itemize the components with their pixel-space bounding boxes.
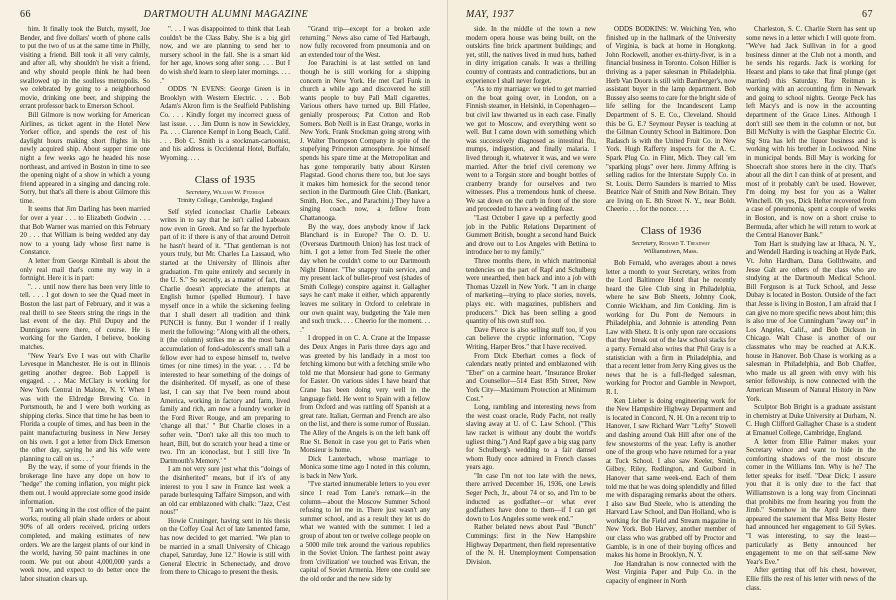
paragraph: side. In the middle of the town a new modern opera house was being built, on the outskirts fine brick apartment buildings; and yet, still, the natives lived in mud huts, bathed in dirty irrigation canals. It was a thrilling country of contrasts and contradictions, but an experience I shall never forget. [466, 26, 596, 85]
paragraph: A letter from Ellie Palmer makes your Secretary wince and want to hide in the comforting shadows of the most obscure corner in the Williams Inn. Why is he? The letter speaks for itself. "Dear Dick; I assure you that it is only due to the fact that Williamstown is a long way from Cincinnati that prohibits me from hearing you from the Jimb." Somehow in the April issue there appeared the statement that Miss Betty Hester had announced her engagement to Gil Sykes. "I was interesting, to say the least—particularly as Betty announced her engagement to me on that self-same New Year's Eve." [746, 438, 876, 566]
paragraph: Joe Handrahan is now connected with the West Virginia Paper and Pulp Co. in the capacity of engineer in North [606, 560, 736, 586]
class-heading: Class of 1935 [194, 173, 256, 186]
paragraph: I dropped in on C. A. Crane at the Impasse des Deux Anges in Paris three days ago and was greeted by his landlady in a most too fetching kimono but with a fetching smile who told me that Monsieur had gone to Germany for Easter. On various sides I have heard that Crane has been doing very well in the language field. He went to Spain with a fellow from Oxford and was rattling off Spanish at a great rate. Italian, German and French are also on the list, and there is some rumor of Russian. The Alley of the Angels is on the left bank off Rue St. Benoit in case you get to Paris when Monsieur is home. [300, 335, 430, 455]
right-column-3 [746, 26, 876, 598]
paragraph: Sculptor Bob Bright is a graduate assistant in chemistry at Duke University at Durham, N. C. Hugh Clifford Gallagher Chase is a student at Emanuel College, Cambridge, England. [746, 404, 876, 437]
paragraph: ODDS 'N EVENS: George Green is in Brooklyn with Western Electric. . . . Bob Adam's Akron firm is the Sealfield Publishing Co. . . . Kindly forget my incorrect guess of last issue. . . . Jim Dunn is now in Sewickley, Pa. . . . Clarence Kempf in Long Beach, Calif. . . . Bob C. Smith is a stockman-cartoonist, and his address is Occidental Hotel, Buffalo, Wyoming. . . . [160, 86, 290, 162]
paragraph: Rather belated news about Paul "Bunch" Cummings: first in the New Hampshire Highway Department, then field representative of the N. H. Unemployment Compensation Division. [466, 524, 596, 566]
paragraph: By the way, if some of your friends in the brokerage line have any dope on how to "hedge" the coming inflation, you might pick them out. I would appreciate some good inside information. [20, 464, 150, 506]
right-column-1 [466, 26, 596, 598]
secretary-label: Secretary, [631, 240, 658, 248]
paragraph: "I am working in the cost office of the paint works, routing all plain shade orders or about 90% of all orders received, pricing orders completed, and making estimates of new orders. We are the largest plants of our kind in the world, having 50 paint machines in one room. We put out about 4,000,000 yards a week now, and expect to do better once the labor situation clears up. [20, 507, 150, 583]
paragraph: "I've started innumerable letters to you ever since I read Tom Lane's remark—in the column—about the Moscow Summer School refusing to let me in. There just wasn't any summer school, and as a result they let us do what we wanted with the summer. I led a group of about ten or twelve college people on a 5000 mile trek around the various republics in the Soviet Union. The farthest point away from 'civilization' we touched was Erivan, the capital of Soviet Armenia. Here one could see the old order and the new side by [300, 481, 430, 583]
left-column-1 [20, 26, 150, 598]
class-heading: Class of 1936 [640, 225, 702, 238]
paragraph: Charleston, S. C. Charlie Stern has sent up some news in a letter which I will quote from. "We've had Jack Sullivan in for a good business dinner at the Club not a month, and he sends his regards. Jack is working for Hearst and plans to take that final plunge (get married) this Saturday. Ray Reitman is working with an accounting firm in Newark and going to school nights. George Peck has left Macy's and is now in the accounting department of the Grace Lines. Although I don't still see them in the column or not, but Bill McNulty is with the Gasphar Electric Co. Sig Stra has left the liquor business and is working with his brother in Lockwood. Nine in municipal bonds. Bill May is working for Shoecraft shoe stores here in the city. That's about all the dirt I can think of at present, and most of it probably can't be used. However, I'm doing my best for you as a Walter Winchell. Oh yes, Dick Hefter recovered from a case of pneumonia, spent a couple of weeks in Boston, and is now on a short cruise to Bermuda, after which he will return to work at the Central Hanover Bank." [746, 26, 876, 240]
paragraph: Howie Cruninger, having sent in his thesis on the Coffey Coal Act of late lamented fame, has now decided to get married. "We plan to be married in a small University of Chicago chapel, Saturday, June 12." Howie is still with General Electric in Schenectady, and drove from there to Chicago to present the thesis. [160, 517, 290, 577]
left-running-head: DARTMOUTH ALUMNI MAGAZINE [143, 9, 309, 20]
paragraph: A letter from George Kimball is about the only real mail that's come my way in a fortnight. Here it is in part: [20, 258, 150, 283]
left-page-number: 66 [20, 9, 31, 20]
paragraph: "In case I'm not too late with the news, there arrived December 16, 1936, one Lewis Seger Pech, Jr., about 74 or so, and I'm to be inducted as godfather—or what ever godfathers have done to them—if I can get down to Los Angeles some week end." [466, 472, 596, 523]
paragraph: From Dick Eberhart comes a flock of calendars neatly printed and emblazoned with "Eber" on a carmine heart. "Insurance Broker and Counsellor—514 East 85th Street, New York City—Maximum Protection at Minimum Cost." [466, 352, 596, 403]
paragraph: him. It finally took the Butch, myself, Joe Bender, and five dollars' worth of phone calls to put the two of us at the same time in Philly, visiting a friend. Bill took it all very calmly, and after all, why shouldn't he visit a friend, and why should people think he had been swallowed up in the soulless metropolis. So we celebrated by going to a neighborhood movie, drinking one beer, and shipping the errant professor back to Emerson School. [20, 26, 150, 111]
paragraph: "Grand trip—except for a broken axle returning." News also came of Ted Harbaugh, now fully recovered from pneumonia and on an extended tour of the West. [300, 26, 430, 59]
left-column-3 [300, 26, 430, 598]
paragraph: It seems that Jim Darling has been married for over a year . . . to Elizabeth Godwin . . . that Bob Warner was married on this February 20 . . . that William is being wedded any day now to a young lady whose first name is Constance. [20, 206, 150, 257]
paragraph: Three months there, in which matrimonial tendencies on the part of Rapf and Schulberg were unearthed, then back and into a job with Thomas Uzzell in New York. "I am in charge of marketing—trying to place stories, novels, plays etc. with magazines, publishers and producers." Dick has been selling a good quantity of his own stuff too. [466, 258, 596, 326]
class-secretary [160, 189, 290, 197]
secretary-name: Richard T. Treadway [658, 240, 711, 248]
paragraph: "Last October I gave up a perfectly good job in the Public Relations Department of Gummett British, bought a second hand Buick and drove out to Los Angeles with Bettina to introduce her to my family." [466, 215, 596, 257]
paragraph: Tom Hart is studying law at Ithaca, N. Y., and Wendell Harding is teaching at Hyde Park, Vt. John Hardham, Dana Gollthwaite, and Jesse Galt are others of the class who are studying at the Dartmouth Medical School. Bill Ferguson is at Tuck School, and Jesse Dubay is located in Boston. Outside of the fact that Jesse is living in Boston, I am afraid that I can give no more specific news about him; this is also true of Joe Cunningham "away out" in Los Angeles, Calif., and Bob Dickson in Chicago. Walt Chase is another of our classmates who may be reached at A.K.K. house in Hanover. Bob Chase is working as a salesman in Philadelphia, and Bob Chaffee, who made us all green with envy with his senior fellowship, is now connected with the American Museum of Natural History in New York. [746, 240, 876, 403]
paragraph: Self styled iconoclast Charlie Lebeaux writes in to say that he isn't called Labeaux now even in Greek. And so far the hyperbole part of it: if there is any of that around Detroit he hasn't heard of it. "That gentleman is not yours truly, but Mr. Charles La Lassaud, who started at the University of Illinois after graduation. I'm quite entirely and securely in the U. S." So secretly, as a matter of fact, that Charlie doesn't appreciate the attempts at English humor (spelled Humour). I have myself once in a while the sickening feeling that I shall desert all tradition and think PUNCH is funny. But I wonder if I really merit the following: "Along with all the others, it (the column) strikes me as the most banal accumulation of fond-adolescent's small talk a fellow ever had to expose himself to, twelve times (or nine times) in the year. . . . I'd be interested to hear something of the doings of the disinherited. Of myself, as one of these last, I can say that I've been round about America, working in factory and farm, lived family and rich, am now a foundry worker in the Ford River Rouge, and am preparing to 'change all that.' " But Charlie closes in a softer vein. "Don't take all this too much to heart, Bill, but do scratch your head a time or two. I'm an iconoclast, but I still live 'In Dartmouth's Memory.' " [160, 208, 290, 465]
paragraph: ". . . I was disappointed to think that Leah couldn't be the Class Baby. She is a big girl now, and we are planning to send her to nursery school in the fall. She is a smart kid for her age, knows song after song. . . . But I do wish she'd learn to sleep later mornings. . . . ." [160, 26, 290, 85]
paragraph: "New Year's Eve I was out with Charlie Levesque in Manchester. He is out in Illinois getting another degree. Bob Lappell is engaged. . . . Mac McClary is working for New York Central in Malone, N. Y. When I was with the Eldredge Brewing Co. in Portsmouth, he and I were both working as shipping clerks. Since that time he has been to Florida a couple of times, and has been in the paint manufacturing business in New Jersey on his own. I got a letter from Dick Emerson the other day, saying he and his wife were planning to call on us. . . ." [20, 352, 150, 463]
paragraph: Bill Gilmore is now working for American Airlines, as ticket agent in the Hotel New Yorker office, and spends the rest of his daylight hours making short flights in his newly acquired ship. About supper time one night a few weeks ago he headed his nose northeast, and arrived in Boston in time to see the opening night of a show in which a young friend appeared in a singing and dancing role. Sorry, but that's all there is about Gilmore this time. [20, 111, 150, 205]
paragraph: Dick Lauterbach, whose marriage to Monica some time ago I noted in this column, is back in New York. [300, 455, 430, 480]
paragraph: ". . . until now there has been very little to tell. . . . I got down to see the Quad meet in Boston the last part of February, and it was a real thrill to see Steers string the rings in the last event of the day. Phil Dupuy and the Dunnigans were there, of course. He is working for the Garden, I believe, booking matches. [20, 283, 150, 351]
secretary-address: Williamstown, Mass. [643, 248, 699, 256]
paragraph: Long, rambling and interesting news from the west coast oracle, Rudy Pacht, not really slaving away at U. of C. Law School. ("This law racket is without any doubt the world's ugliest thing.") And Rapf gave a big stag party for Schulberg's wedding to a fair damsel whom Rudy once admired in French classes years ago. [466, 404, 596, 472]
right-page-number: 67 [862, 9, 873, 20]
secretary-label: Secretary, [185, 188, 212, 196]
paragraph: ODDS BODKINS: W. Weiching Yen, who finished up in the hallmark of the University of Virginia, is back at home in Hongkong. John Rockwell, another ex-thirty-fiver, is in a financial business in Toronto. Colson Hillier is thriving as a paper salesman in Philadelphia. Herb Van Doorn is still with Bamberger's, now assistant buyer in the lamp department. Bob Bussey also seems to care for the bright side of life selling for the Incandescent Lamp Department of S. E. Co., Cleveland. Should this be G. E.? Seymour Peyser is teaching at the Gilman Country School in Baltimore. Don Radasch is with the United Fruit Co. in New York. Hugh Rafferty inspects for the A. C. Spark Plug Co. in Flint, Mich. They call 'em "sparking plugs" over here. Jimmy Affring is selling radios for the Interstate Supply Co. in St. Louis. Derro Saunders is married to Miss Beatrice Nair of Smith and New Britain. They are living on E. 8th Street N. Y., near Boldt. Cheerio . . . for the nonce. . . . [606, 26, 736, 214]
paragraph: After getting that off his chest, however, Ellie fills the rest of his letter with news of the class. [746, 567, 876, 592]
paragraph: By the way, does anybody know if Jack Blanchard is in Europe? The O. D. U. (Overseas Dartmouth Union) has lost track of him. I got a letter from Ted Steele the other day when he couldn't come to our Dartmouth Night Dinner. "The snappy train service, and my present lack of bullet-proof vest (shades of Smith College) conspire against it. Gallagher says he can't make it either, which apparently leaves me solitary in Oxford to celebrate in our own quaint way, budgeting the Yale men and such truck. . . . Cheerio for the moment. . . ." [300, 223, 430, 334]
paragraph: "As to my marriage: we tried to get married on the boat going over, in London, on a Finnish steamer, in Helsinki, in Copenhagen—but civil law thwarted us in each case. Finally we got to Moscow, and everything went so well. But I came down with something which was successively diagnosed as intestinal flu, mumps, indigestion, and finally malaria. I lived through it, whatever it was, and we were married. After the brief civil ceremony we went to a Torgsin store and bought bottles of cranberry brandy for ourselves and two witnesses. Plus a tremendous hunk of cheese. We sat down on the curb in front of the store and proceeded to have a wedding feast. [466, 86, 596, 214]
class-secretary [606, 240, 736, 248]
secretary-address: Trinity College, Cambridge, England [177, 196, 273, 204]
right-column-2 [606, 26, 736, 598]
secretary-name: William W. Fitzhugh [212, 188, 265, 196]
paragraph: Joe Parachini is at last settled on land though he is still working for a shipping concern in New York. He met Carl Funk in church a while ago and discovered he still wants people to buy Pall Mall cigarettes. Various others have turned up. Bill Ffatlee, genially prosperous; Pat Cotton and Rob Somers. Bob Neill is in East Orange, works in New York. Frank Stockman going strong with J. Walter Thompson Company in spite of the stupefying Princeton atmosphere. Joe himself spends his spare time at the Metropolitan and has gone temporarily batty about Kirsten Flagstad. Good chorus there too, but Joe says it makes him homesick for the second tenor section in the Dartmouth Glee Club. (Bankart, Smith, Hon. Sec., and Parachini.) They have a singing coach now, a fellow from Chattanooga. [300, 60, 430, 223]
paragraph: Bob Fernald, who averages about a news letter a month to your Secretary, writes from the Lord Baltimore Hotel that he recently heard the Glee Club sing in Philadelphia, where he saw Bob Sheets, Johnny Cook, Connie Wickham, and Jim Conkling. Jim is working for Du Pont de Nemours in Philadelphia, and Johnnie is attending Penn Law with Shetz. It is only upon rare occasions that they break out of the law school stacks for a party. Fernald also writes that Phil Gray is a statistician with a firm in Philadelphia, and that a recent letter from Jerry King gives us the news that he is a full-fledged salesman, working for Proctor and Gamble in Newport, R. I. [606, 260, 736, 396]
paragraph: Dave Pierce is also selling stuff too, if you can believe the cryptic information, "Copy Writing, Harper Bros." that I have received. [466, 326, 596, 351]
paragraph: I am not very sure just what this "doings of the disinherited" means, but if it's of any interest to you I saw in France last week a parade burlesquing Taffaire Simpson, and with an old car emblazoned with chalk: "Jazz, C'est nous!" [160, 466, 290, 517]
right-page [448, 0, 896, 600]
left-column-2 [160, 26, 290, 598]
right-running-head: MAY, 1937 [466, 9, 515, 20]
paragraph: Ken Lieber is doing engineering work for the New Hampshire Highway Department and is located in Concord, N. H. On a recent trip to Hanover, I saw Richard Warr "Lefty" Stowell and dashing around Oak Hill after one of the few snowstorms of the year. Lefty is another one of the group who have returned for a year at Tuck School. I also saw Keeler, Smith, Gilbey, Riley, Redlington, and Guibord in Hanover that same week-end. Each of them told me that he was doing splendidly and filled me with disparaging remarks about the others. I also saw Bud Steele, who is attending the Harvard Law School, and Dan Holland, who is working for the Field and Stream magazine in New York. Bob Harvey, another member of our class who was grabbed off by Proctor and Gamble, is in one of their buying offices and makes his home in Brooklyn, N. Y. [606, 397, 736, 560]
